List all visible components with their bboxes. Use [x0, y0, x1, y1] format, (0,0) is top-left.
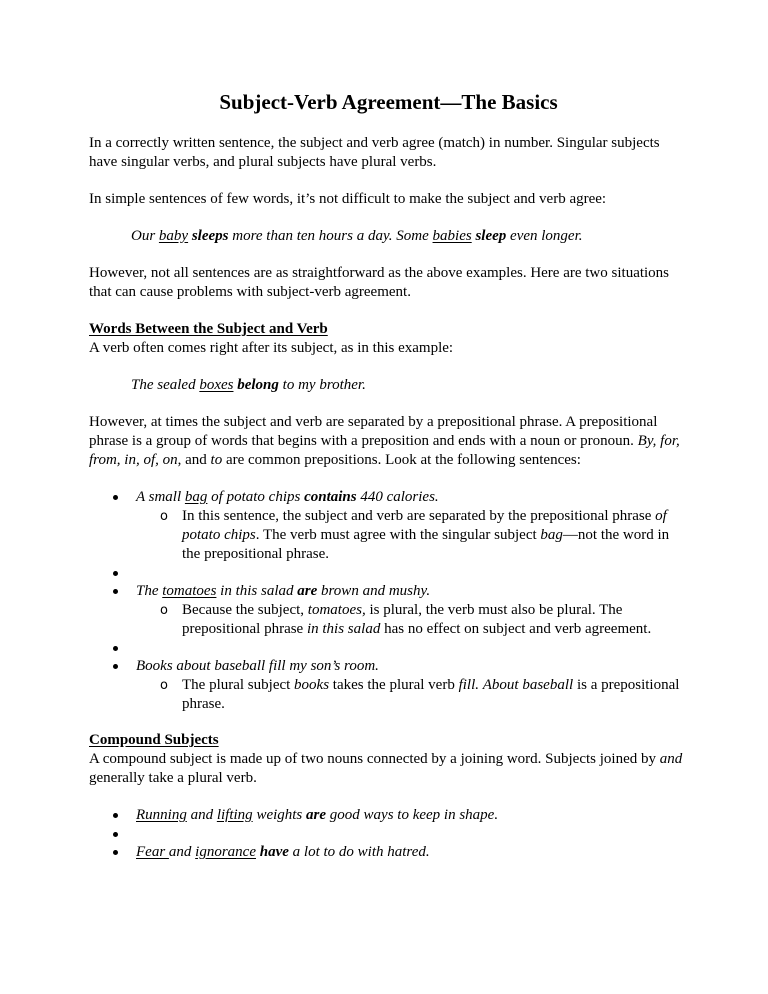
sub-bullet-marker: o [160, 603, 168, 618]
page-title: Subject-Verb Agreement—The Basics [219, 90, 558, 114]
list-item: Fear and ignorance have a lot to do with hatred. [89, 843, 688, 862]
list-spacer [89, 825, 688, 843]
intro-paragraph-1: In a correctly written sentence, the subject and verb agree (match) in number. Singular subjects have singular verbs, and plural subjects have plural verbs. [89, 135, 660, 170]
bullet-sentence: A small bag of potato chips contains 440 calories. [136, 489, 439, 505]
section1-paragraph: However, at times the subject and verb are separated by a prepositional phrase. A prepositional phrase is a group of words that begins with a preposition and ends with a noun or pronoun. By, for, from, in, of, on, and to are common prepositions. Look at the following sentences: [89, 414, 680, 468]
bullet-sentence: Books about baseball fill my son’s room. [136, 658, 379, 674]
list-spacer [89, 564, 688, 582]
list-spacer [89, 639, 688, 657]
section1-bullet-list [89, 488, 688, 714]
sub-bullet: o The plural subject books takes the plural verb fill. About baseball is a prepositional phrase. [160, 677, 680, 712]
list-item: Running and lifting weights are good ways to keep in shape. [89, 806, 688, 825]
intro-paragraph-2: In simple sentences of few words, it’s not difficult to make the subject and verb agree: [89, 191, 607, 207]
sub-bullet-marker: o [160, 678, 168, 693]
intro-paragraph-3: However, not all sentences are as straightforward as the above examples. Here are two situations that can cause problems with subject-verb agreement. [89, 265, 670, 300]
sub-bullet-marker: o [160, 509, 168, 524]
section1-line: A verb often comes right after its subject, as in this example: [89, 340, 454, 356]
intro-example: Our baby sleeps more than ten hours a day. Some babies sleep even longer. [131, 228, 583, 244]
sub-bullet: o Because the subject, tomatoes, is plural, the verb must also be plural. The prepositional phrase in this salad has no effect on subject and verb agreement. [160, 602, 652, 637]
section1-example: The sealed boxes belong to my brother. [131, 377, 366, 393]
section-heading-words-between: Words Between the Subject and Verb [89, 321, 328, 337]
list-item [89, 488, 688, 564]
sub-bullet: o In this sentence, the subject and verb are separated by the prepositional phrase of potato chips. The verb must agree with the singular subject bag—not the word in the prepositional phrase. [160, 508, 670, 562]
bullet-sentence: The tomatoes in this salad are brown and mushy. [136, 583, 431, 599]
section2-paragraph: A compound subject is made up of two nouns connected by a joining word. Subjects joined by and generally take a plural verb. [89, 751, 683, 786]
list-item [89, 657, 688, 714]
list-item [89, 582, 688, 639]
section-heading-compound-subjects: Compound Subjects [89, 732, 219, 748]
section2-bullet-list [89, 806, 688, 862]
